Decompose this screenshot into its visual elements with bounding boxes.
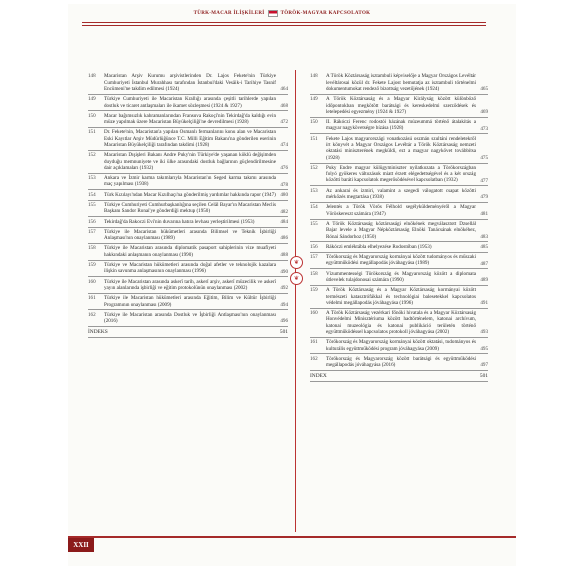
entry-page-number: 484 bbox=[280, 218, 288, 225]
entry-title: Dr. Fekete'nin, Macaristan'a yapılan Osmanlı fermanlarını konu alan ve Macaristan Eski Kayıtlar Arşiv Müdürlüğünce T.C. Milli Eğitim Bakanı'na gönderilen eserinin Macaristan Büyükelçiliği tarafından takdimi (1928) bbox=[104, 129, 276, 149]
toc-entry bbox=[310, 164, 488, 187]
entry-page-number: 482 bbox=[280, 208, 288, 215]
entry-title: Türkiye Cumhuriyeti Cumhurbaşkanlığına seçilen Celâl Bayar'ın Macaristan Meclis Başkanı Sandor Ronai'ye gönderdiği mektup (1950) bbox=[104, 202, 276, 215]
toc-entry bbox=[88, 151, 288, 174]
entry-page-number: 494 bbox=[280, 301, 288, 308]
entry-page-number: 483 bbox=[480, 233, 488, 240]
entry-number: 153 bbox=[88, 175, 96, 182]
entry-number: 158 bbox=[88, 245, 96, 252]
header-right-title: TÖRÖK-MAGYAR KAPCSOLATOK bbox=[280, 10, 371, 16]
entry-title: Fekete Lajos magyarországi vonatkozású oszmán szultáni rendeletekről írt könyvét a Magyar Országos Levéltár a Török Köztársaság nemzeti oktatási miniszterének megküldi, ezt a magyar nagykövet továbbítsa (1928) bbox=[326, 135, 476, 161]
entry-title: A Török Köztársaság köztársasági elnökének megválasztott Dzsellál Bajar levele a Magyar Népköztársaság Elnöki Tanácsának elnökéhez, Rónai Sándorhoz (1950) bbox=[326, 220, 476, 240]
index-entry bbox=[310, 371, 488, 382]
index-label: INDEX bbox=[310, 373, 327, 380]
entry-number: 149 bbox=[88, 96, 96, 103]
toc-entry bbox=[88, 228, 288, 245]
page-folio: XXII bbox=[68, 538, 94, 552]
toc-entry bbox=[310, 286, 488, 309]
entry-number: 161 bbox=[310, 339, 318, 346]
entry-number: 150 bbox=[310, 119, 318, 126]
toc-entry bbox=[88, 244, 288, 261]
entry-page-number: 473 bbox=[480, 125, 488, 132]
toc-entry bbox=[88, 294, 288, 311]
entry-number: 158 bbox=[310, 270, 318, 277]
toc-entry bbox=[88, 310, 288, 327]
ornament-icon: ❦ bbox=[290, 256, 303, 269]
entry-number: 153 bbox=[310, 187, 318, 194]
entry-number: 156 bbox=[310, 243, 318, 250]
toc-entry bbox=[310, 242, 488, 252]
toc-entry bbox=[88, 201, 288, 218]
entry-number: 154 bbox=[310, 204, 318, 211]
entry-title: Türk Kızılayı'ndan Macar Kızılhaçı'na gönderilmiş yardımlar hakkında rapor (1947) bbox=[104, 191, 276, 198]
entry-page-number: 497 bbox=[480, 362, 488, 369]
entry-number: 155 bbox=[310, 220, 318, 227]
entry-page-number: 496 bbox=[280, 318, 288, 325]
entry-title: Macar bağımsızlık kahramanlarından Fransuva Rakoçi'nin Tekirdağ'da kaldığı evin müze yapılmak üzere Macaristan Büyükelçiliği'ne devredilmesi (1928) bbox=[104, 112, 276, 126]
entry-number: 159 bbox=[88, 262, 96, 269]
entry-title: Törökország és Magyarország között barátsági és együttműködési megállapodás jóváhagyása (2016) bbox=[326, 355, 476, 369]
entry-title: Rákóczi emléktábla elhelyezése Rodostóban (1953) bbox=[326, 243, 432, 250]
entry-page-number: 476 bbox=[280, 165, 288, 172]
entry-title: Vízummentességi Törökország és Magyarország között a diplomata útlevelek tulajdonosai számára (1990) bbox=[326, 270, 476, 283]
entry-number: 157 bbox=[310, 254, 318, 261]
entry-number: 152 bbox=[88, 152, 96, 159]
toc-column-turkish bbox=[88, 72, 288, 338]
header-rule bbox=[82, 22, 486, 23]
entry-page-number: 480 bbox=[280, 191, 288, 198]
toc-entry bbox=[88, 217, 288, 227]
entry-title: Jelentés a Török Vörös Félhold segélyküldeményéről a Magyar Vöröskereszt számára (1947) bbox=[326, 204, 476, 217]
index-label: İNDEKS bbox=[88, 328, 108, 335]
header-left-title: TÜRK-MACAR İLİŞKİLERİ bbox=[193, 10, 265, 16]
entry-page-number: 474 bbox=[280, 142, 288, 149]
entry-page-number: 465 bbox=[480, 86, 488, 93]
entry-page-number: 492 bbox=[280, 285, 288, 292]
entry-page-number: 475 bbox=[480, 154, 488, 161]
entry-number: 151 bbox=[310, 135, 318, 142]
entry-page-number: 491 bbox=[480, 300, 488, 307]
entry-page-number: 468 bbox=[280, 102, 288, 109]
entry-title: A Török Köztársaság és a Magyar Köztársaság kormányai között természeti katasztrófákkal és technológiai balesetekkel kapcsolatos védelmi megállapodás jóváhagyása (1996) bbox=[326, 287, 476, 306]
ornament-icon: ❦ bbox=[290, 272, 303, 285]
footer-rule bbox=[68, 536, 516, 538]
entry-title: A Török Köztársaság vezérkari főnöki hivatala és a Magyar Köztársaság Honvédelmi Minisztériuma között hadtörténelem, katonai archívum, katonai muzeológia és katonai publikáció területén történő együttműködéssel kapcsolatos protokoll jóváhagyása (2002) bbox=[326, 310, 476, 335]
entry-title: Türkiye ile Macaristan hükümetleri arasında Eğitim, Bilim ve Kültür İşbirliği Programının onaylanması (2009) bbox=[104, 295, 276, 308]
entry-number: 157 bbox=[88, 228, 96, 235]
toc-entry bbox=[88, 277, 288, 294]
entry-number: 154 bbox=[88, 191, 96, 198]
entry-page-number: 493 bbox=[480, 329, 488, 336]
entry-title: Türkiye Cumhuriyeti ile Macaristan Krallığı arasında çeşitli tarihlerde yapılan dostluk ve ticaret antlaşmaları ile ikamet sözleşmesi (1924 & 1927) bbox=[104, 96, 276, 109]
toc-entry bbox=[310, 309, 488, 338]
toc-entry bbox=[310, 220, 488, 243]
toc-entry bbox=[88, 111, 288, 128]
entry-title: Tekirdağ'da Rakoczi Evi'nin duvarına hatıra levhası yerleştirilmesi (1953) bbox=[104, 218, 255, 225]
entry-number: 160 bbox=[88, 278, 96, 285]
entry-title: Türkiye ile Macaristan hükümetleri arasında Bilimsel ve Teknik İşbirliği Anlaşması'nın onaylanması (1989) bbox=[104, 228, 276, 242]
entry-number: 151 bbox=[88, 129, 96, 136]
header-rule-thin bbox=[82, 25, 486, 26]
entry-number: 148 bbox=[310, 73, 318, 80]
toc-entry bbox=[88, 128, 288, 151]
entry-number: 155 bbox=[88, 202, 96, 209]
toc-entry bbox=[88, 72, 288, 95]
column-divider bbox=[295, 70, 296, 532]
toc-entry bbox=[88, 174, 288, 191]
toc-entry bbox=[310, 134, 488, 163]
entry-page-number: 485 bbox=[480, 244, 488, 250]
toc-entry bbox=[310, 269, 488, 286]
toc-entry bbox=[310, 354, 488, 371]
toc-entry bbox=[310, 186, 488, 203]
entry-title: II. Rákóczi Ferenc rodostói házának múzeummá történő átalakítás a magyar nagykövetségre bízása (1928) bbox=[326, 119, 476, 132]
entry-page-number: 481 bbox=[480, 210, 488, 217]
entry-page-number: 477 bbox=[480, 177, 488, 184]
entry-page-number: 489 bbox=[480, 277, 488, 284]
index-entry bbox=[88, 327, 288, 338]
toc-entry bbox=[310, 118, 488, 135]
entry-title: A Török Köztársaság és a Magyar Királyság között különböző időpontokban megkötött barátsági és kereskedelmi szerződések és letelepedési egyezmény (1924 & 1927) bbox=[326, 96, 476, 115]
toc-entry bbox=[310, 203, 488, 220]
entry-number: 160 bbox=[310, 310, 318, 317]
entry-title: A Török Köztársaság isztambuli képviselője a Magyar Országos Levéltár levéltárosai közül dr. Fekete Lajost bemutatja az isztambuli történelmi dokumentumokat rendező bizottság vezetőjének (1924) bbox=[326, 73, 476, 92]
toc-entry bbox=[310, 72, 488, 95]
entry-number: 150 bbox=[88, 112, 96, 119]
flag-icon bbox=[268, 10, 278, 17]
index-page-number: 501 bbox=[279, 328, 288, 335]
entry-number: 162 bbox=[88, 311, 96, 318]
toc-entry bbox=[88, 190, 288, 200]
entry-page-number: 472 bbox=[280, 119, 288, 126]
entry-number: 161 bbox=[88, 295, 96, 302]
toc-entry bbox=[88, 261, 288, 278]
entry-number: 152 bbox=[310, 164, 318, 171]
entry-title: Macaristan Dışişleri Bakanı Andre Puky'nin Türkiye'de yaşanan köklü değişimden duyduğu memnuniyete ve iki ülke arasındaki dostluk bağlarının güçlendirilmesine dair açıklamaları (1932) bbox=[104, 152, 276, 171]
toc-entry bbox=[310, 95, 488, 118]
toc-entry bbox=[310, 338, 488, 355]
entry-page-number: 464 bbox=[280, 86, 288, 93]
entry-page-number: 487 bbox=[480, 260, 488, 267]
entry-number: 156 bbox=[88, 218, 96, 225]
toc-entry bbox=[88, 95, 288, 112]
entry-title: Puky Endre magyar külügyminiszter nyilatkozata a Törökországban folyó gyökeres változások miatt érzett elégedettségével és a két ország közötti baráti kapcsolatok megerősödésével kapcsolatban (1932) bbox=[326, 164, 476, 184]
entry-title: Az ankarai és izmiri, valamint a szegedi válogatott csapat közötti mérkőzés megtartása (1938) bbox=[326, 187, 476, 201]
entry-page-number: 486 bbox=[280, 235, 288, 242]
entry-title: Ankara ve İzmir karma takımlarıyla Macaristan'ın Seged karma takımı arasında maç yapılması (1938) bbox=[104, 175, 276, 188]
entry-title: Türkiye ve Macaristan hükümetleri arasında doğal afetler ve teknolojik kazalara ilişkin savunma anlaşmasının onaylanması (1996) bbox=[104, 262, 276, 275]
toc-column-hungarian bbox=[310, 72, 488, 382]
index-page-number: 501 bbox=[479, 373, 488, 380]
running-header bbox=[172, 8, 392, 18]
entry-title: Törökország és Magyarország kormányai között oktatási, tudományos és kulturális együttműködési program jóváhagyása (2009) bbox=[326, 339, 476, 352]
entry-title: Türkiye ile Macaristan arasında askerî tarih, askerî arşiv, askerî müzecilik ve askerî yayın alanlarında işbirliği ve eğitim protokolünün onaylanması (2002) bbox=[104, 278, 276, 291]
entry-number: 148 bbox=[88, 73, 96, 80]
entry-page-number: 495 bbox=[480, 345, 488, 352]
entry-page-number: 488 bbox=[280, 251, 288, 258]
toc-entry bbox=[310, 253, 488, 270]
entry-page-number: 479 bbox=[480, 194, 488, 201]
entry-number: 159 bbox=[310, 287, 318, 294]
entry-title: Türkiye ile Macaristan arasında diplomatik pasaport sahiplerinin vize muafiyeti hakkındaki anlaşmanın onaylanması (1990) bbox=[104, 245, 276, 258]
entry-page-number: 469 bbox=[480, 109, 488, 116]
entry-number: 162 bbox=[310, 355, 318, 362]
entry-title: Törökország és Magyarország kormányai között tudományos és műszaki együttműködési megállapodás jóváhagyása (1989) bbox=[326, 254, 476, 267]
entry-title: Macaristan Arşiv Kurumu arşivistlerinden Dr. Lajos Fekete'nin Türkiye Cumhuriyeti İstanbul Murahhası tarafından İstanbul'daki Vesâik-i Tarihiye Tasnif Encümeni'ne takdim edilmesi (1924) bbox=[104, 73, 276, 92]
entry-title: Türkiye ile Macaristan arasında Dostluk ve İşbirliği Antlaşması'nın onaylanması (2016) bbox=[104, 311, 276, 325]
entry-number: 149 bbox=[310, 96, 318, 103]
entry-page-number: 490 bbox=[280, 268, 288, 275]
entry-page-number: 478 bbox=[280, 181, 288, 188]
